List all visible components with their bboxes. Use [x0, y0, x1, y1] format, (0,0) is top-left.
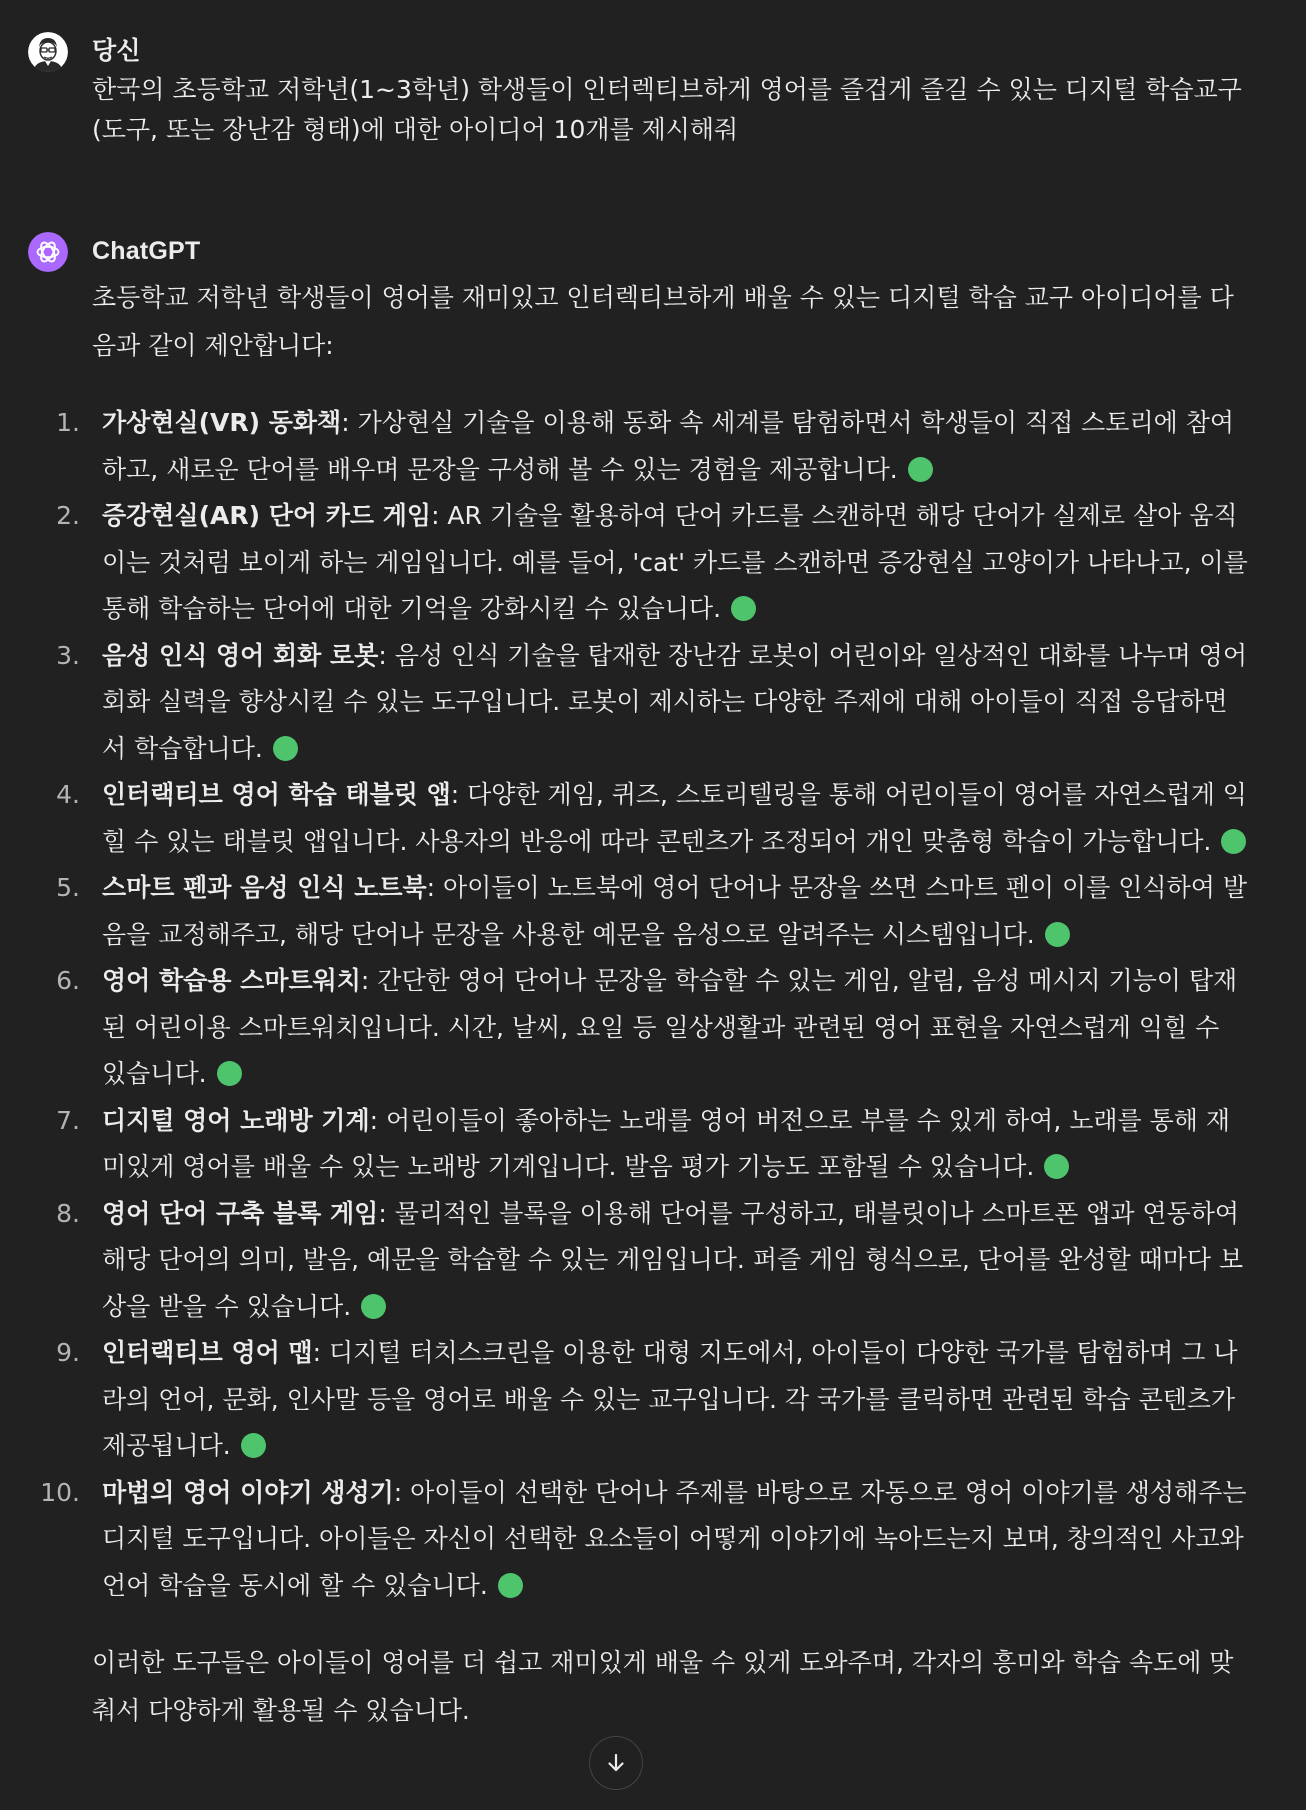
list-item-title: 영어 단어 구축 블록 게임: [102, 1198, 379, 1228]
list-item-description: : 아이들이 선택한 단어나 주제를 바탕으로 자동으로 영어 이야기를 생성해주는 디지털 도구입니다. 아이들은 자신이 선택한 요소들이 어떻게 이야기에 녹아드는지 보며, 창의적인 사고와 언어 학습을 동시에 할 수 있습니다.: [102, 1477, 1247, 1600]
openai-logo-icon: [28, 232, 68, 272]
list-item-description: : 디지털 터치스크린을 이용한 대형 지도에서, 아이들이 다양한 국가를 탐험하며 그 나라의 언어, 문화, 인사말 등을 영어로 배울 수 있는 교구입니다. 각 국가를 클릭하면 관련된 학습 콘텐츠가 제공됩니다.: [102, 1338, 1238, 1460]
green-circle-icon: [498, 1573, 523, 1598]
list-item: [56, 1330, 1250, 1470]
list-item: [56, 772, 1250, 865]
list-item-number: 5.: [56, 873, 80, 902]
list-item-title: 음성 인식 영어 회화 로봇: [102, 640, 379, 670]
list-item-description: : 어린이들이 좋아하는 노래를 영어 버전으로 부를 수 있게 하여, 노래를 통해 재미있게 영어를 배울 수 있는 노래방 기계입니다. 발음 평가 기능도 포함될 수 있습니다.: [102, 1105, 1231, 1181]
list-item-number: 10.: [40, 1477, 80, 1507]
list-item-description: : AR 기술을 활용하여 단어 카드를 스캔하면 해당 단어가 실제로 살아 움직이는 것처럼 보이게 하는 게임입니다. 예를 들어, 'cat' 카드를 스캔하면 증강현실 고양이가 나타나고, 이를 통해 학습하는 단어에 대한 기억을 강화시킬 수 있습니다.: [102, 501, 1248, 623]
list-item-description: : 가상현실 기술을 이용해 동화 속 세계를 탐험하면서 학생들이 직접 스토리에 참여하고, 새로운 단어를 배우며 문장을 구성해 볼 수 있는 경험을 제공합니다.: [102, 408, 1235, 484]
user-name: 당신: [92, 37, 141, 65]
list-item: [56, 633, 1250, 773]
assistant-message-body: [40, 274, 1250, 1735]
green-circle-icon: [1045, 922, 1070, 947]
list-item: [56, 865, 1250, 958]
list-item: [56, 958, 1250, 1098]
green-circle-icon: [1044, 1154, 1069, 1179]
list-item: [40, 1470, 1250, 1610]
assistant-name: ChatGPT: [92, 237, 201, 265]
list-item-title: 스마트 펜과 음성 인식 노트북: [102, 873, 427, 902]
user-message-text: 한국의 초등학교 저학년(1~3학년) 학생들이 인터렉티브하게 영어를 즐겁게 즐길 수 있는 디지털 학습교구(도구, 또는 장난감 형태)에 대한 아이디어 10개를 제시해줘: [92, 75, 1242, 144]
list-item-title: 영어 학습용 스마트워치: [102, 966, 361, 995]
list-item: [56, 1098, 1250, 1191]
list-item-title: 인터랙티브 영어 맵: [102, 1338, 313, 1367]
list-item-description: : 음성 인식 기술을 탑재한 장난감 로봇이 어린이와 일상적인 대화를 나누며 영어 회화 실력을 향상시킬 수 있는 도구입니다. 로봇이 제시하는 다양한 주제에 대해 아이들이 직접 응답하면서 학습합니다.: [102, 640, 1247, 763]
list-item: [56, 1191, 1250, 1331]
list-item-number: 7.: [56, 1105, 80, 1135]
list-item-title: 마법의 영어 이야기 생성기: [102, 1477, 394, 1507]
assistant-outro: 이러한 도구들은 아이들이 영어를 더 쉽고 재미있게 배울 수 있게 도와주며, 각자의 흥미와 학습 속도에 맞춰서 다양하게 활용될 수 있습니다.: [92, 1648, 1234, 1725]
list-item: [56, 493, 1250, 633]
user-avatar-icon: [28, 32, 68, 72]
green-circle-icon: [908, 457, 933, 482]
green-circle-icon: [217, 1061, 242, 1086]
idea-list: [40, 400, 1250, 1609]
list-item-title: 인터랙티브 영어 학습 태블릿 앱: [102, 780, 451, 809]
arrow-down-icon: [604, 1751, 628, 1775]
list-item-number: 3.: [56, 640, 80, 670]
green-circle-icon: [241, 1433, 266, 1458]
list-item-number: 9.: [56, 1338, 80, 1367]
list-item-number: 8.: [56, 1198, 80, 1228]
list-item-description: : 다양한 게임, 퀴즈, 스토리텔링을 통해 어린이들이 영어를 자연스럽게 익힐 수 있는 태블릿 앱입니다. 사용자의 반응에 따라 콘텐츠가 조정되어 개인 맞춤형 학습이 가능합니다.: [102, 780, 1247, 856]
list-item-description: : 아이들이 노트북에 영어 단어나 문장을 쓰면 스마트 펜이 이를 인식하여 발음을 교정해주고, 해당 단어나 문장을 사용한 예문을 음성으로 알려주는 시스템입니다.: [102, 873, 1247, 949]
list-item-number: 2.: [56, 501, 80, 530]
list-item-description: : 물리적인 블록을 이용해 단어를 구성하고, 태블릿이나 스마트폰 앱과 연동하여 해당 단어의 의미, 발음, 예문을 학습할 수 있는 게임입니다. 퍼즐 게임 형식으로, 단어를 완성할 때마다 보상을 받을 수 있습니다.: [102, 1198, 1244, 1321]
green-circle-icon: [1221, 829, 1246, 854]
green-circle-icon: [273, 736, 298, 761]
list-item-description: : 간단한 영어 단어나 문장을 학습할 수 있는 게임, 알림, 음성 메시지 기능이 탑재된 어린이용 스마트워치입니다. 시간, 날씨, 요일 등 일상생활과 관련된 영어 표현을 자연스럽게 익힐 수 있습니다.: [102, 966, 1238, 1088]
green-circle-icon: [731, 596, 756, 621]
assistant-intro: 초등학교 저학년 학생들이 영어를 재미있고 인터렉티브하게 배울 수 있는 디지털 학습 교구 아이디어를 다음과 같이 제안합니다:: [92, 283, 1234, 360]
list-item-title: 증강현실(AR) 단어 카드 게임: [102, 501, 432, 530]
list-item-title: 가상현실(VR) 동화책: [102, 408, 342, 437]
scroll-down-button[interactable]: [589, 1736, 643, 1790]
list-item-number: 6.: [56, 966, 80, 995]
green-circle-icon: [361, 1294, 386, 1319]
list-item: [56, 400, 1250, 493]
list-item-number: 1.: [56, 408, 80, 437]
list-item-number: 4.: [56, 780, 80, 809]
list-item-title: 디지털 영어 노래방 기계: [102, 1105, 370, 1135]
